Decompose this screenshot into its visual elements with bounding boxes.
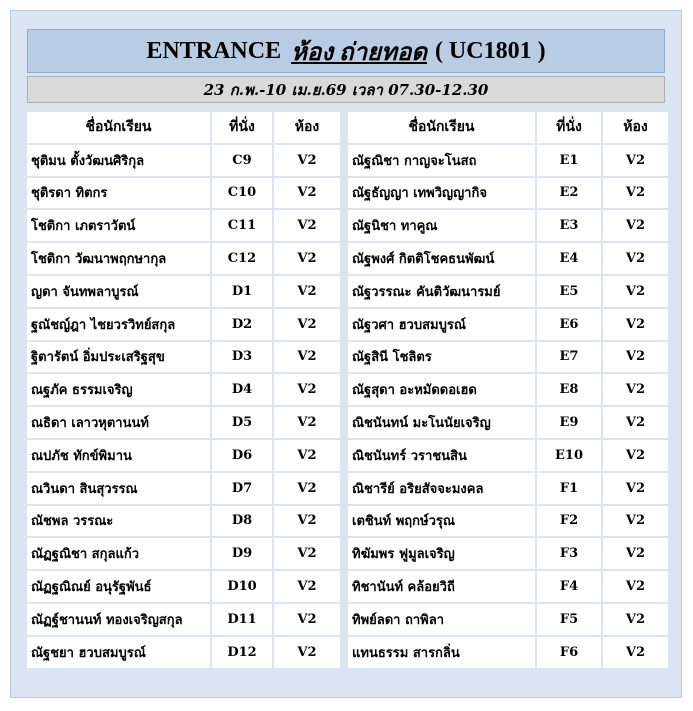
- room-code: V2: [274, 407, 340, 438]
- room-code: V2: [274, 243, 340, 274]
- room-code: V2: [603, 342, 668, 373]
- student-name: ณัฐพงศ์ กิตติโชคธนพัฒน์: [348, 243, 535, 274]
- table-row: [27, 309, 340, 340]
- room-code: V2: [274, 538, 340, 569]
- room-code: V2: [603, 243, 668, 274]
- room-code: V2: [603, 407, 668, 438]
- student-name: ฐิตารัตน์ อิ่มประเสริฐสุข: [27, 342, 210, 373]
- student-name: ณัฐณิชา กาญจะโนสถ: [348, 145, 535, 176]
- table-row: [348, 571, 668, 602]
- seat-number: E8: [537, 374, 601, 405]
- table-row: [27, 342, 340, 373]
- seat-number: F5: [537, 604, 601, 635]
- student-name: ณัฏฐณิชา สกุลแก้ว: [27, 538, 210, 569]
- student-name: ณปภัช ทักข์พิมาน: [27, 440, 210, 471]
- title-room-thai: ห้อง ถ่ายทอด: [291, 39, 427, 66]
- student-name: ณิชารีย์ อริยสัจจะมงคล: [348, 473, 535, 504]
- room-code: V2: [274, 145, 340, 176]
- student-name: แทนธรรม สารกลิ่น: [348, 637, 535, 668]
- table-row: [348, 243, 668, 274]
- student-name: ณัฐวศา ฮวบสมบูรณ์: [348, 309, 535, 340]
- student-name: ฐณัชญ์ฎา ไชยวรวิทย์สกุล: [27, 309, 210, 340]
- table-row: [348, 407, 668, 438]
- student-name: โชติกา เภตราวัตน์: [27, 210, 210, 241]
- student-name: ณฐภัค ธรรมเจริญ: [27, 374, 210, 405]
- seat-number: E5: [537, 276, 601, 307]
- table-header-row: [348, 112, 668, 143]
- table-row: [348, 342, 668, 373]
- room-code: V2: [603, 538, 668, 569]
- student-name: ณัฏฐ์ชานนท์ ทองเจริญสกุล: [27, 604, 210, 635]
- seat-number: C9: [212, 145, 272, 176]
- table-row: [348, 440, 668, 471]
- seat-number: D3: [212, 342, 272, 373]
- table-row: [348, 374, 668, 405]
- table-row: [348, 309, 668, 340]
- table-row: [27, 374, 340, 405]
- room-code: V2: [274, 276, 340, 307]
- table-row: [27, 210, 340, 241]
- room-code: V2: [274, 571, 340, 602]
- seat-number: E7: [537, 342, 601, 373]
- table-row: [348, 276, 668, 307]
- seat-number: D4: [212, 374, 272, 405]
- room-code: V2: [274, 473, 340, 504]
- seat-number: F3: [537, 538, 601, 569]
- room-code: V2: [274, 309, 340, 340]
- student-name: โชติกา วัฒนาพฤกษากุล: [27, 243, 210, 274]
- room-code: V2: [603, 473, 668, 504]
- room-code: V2: [274, 342, 340, 373]
- header-room: ห้อง: [274, 112, 340, 143]
- seat-number: C11: [212, 210, 272, 241]
- room-code: V2: [603, 506, 668, 537]
- room-code: V2: [274, 604, 340, 635]
- left-seat-table: [25, 110, 342, 670]
- room-code: V2: [274, 506, 340, 537]
- seat-number: D9: [212, 538, 272, 569]
- header-room: ห้อง: [603, 112, 668, 143]
- seat-number: D7: [212, 473, 272, 504]
- table-row: [348, 210, 668, 241]
- table-row: [27, 571, 340, 602]
- seat-number: E3: [537, 210, 601, 241]
- table-row: [348, 145, 668, 176]
- room-code: V2: [603, 374, 668, 405]
- table-row: [27, 178, 340, 209]
- seat-number: D11: [212, 604, 272, 635]
- table-row: [27, 243, 340, 274]
- table-row: [27, 538, 340, 569]
- student-name: เตชินท์ พฤกษ์วรุณ: [348, 506, 535, 537]
- student-name: ทิฆัมพร ฟูมูลเจริญ: [348, 538, 535, 569]
- student-name: ทิชานันท์ คล้อยวิถี: [348, 571, 535, 602]
- seat-number: D10: [212, 571, 272, 602]
- seat-number: F4: [537, 571, 601, 602]
- student-name: ทิพย์ลดา ถาพิลา: [348, 604, 535, 635]
- seat-number: F1: [537, 473, 601, 504]
- seat-number: D6: [212, 440, 272, 471]
- table-row: [27, 407, 340, 438]
- title-prefix: ENTRANCE: [146, 37, 282, 64]
- seat-number: E6: [537, 309, 601, 340]
- student-name: ณัฐชยา ฮวบสมบูรณ์: [27, 637, 210, 668]
- seat-number: D8: [212, 506, 272, 537]
- table-row: [27, 473, 340, 504]
- room-code: V2: [274, 374, 340, 405]
- room-code: V2: [603, 637, 668, 668]
- header-seat: ที่นั่ง: [537, 112, 601, 143]
- student-name: ณวินดา สินสุวรรณ: [27, 473, 210, 504]
- student-name: ณัฐธัญญา เทพวิญญากิจ: [348, 178, 535, 209]
- table-row: [27, 145, 340, 176]
- right-seat-table: [346, 110, 670, 670]
- student-name: ณิชนันทน์ มะโนนัยเจริญ: [348, 407, 535, 438]
- table-row: [348, 473, 668, 504]
- seat-number: E4: [537, 243, 601, 274]
- table-row: [27, 440, 340, 471]
- student-name: ณัฐวรรณะ คันติวัฒนารมย์: [348, 276, 535, 307]
- table-row: [348, 506, 668, 537]
- student-name: ณัชพล วรรณะ: [27, 506, 210, 537]
- header-name: ชื่อนักเรียน: [27, 112, 210, 143]
- seat-number: C12: [212, 243, 272, 274]
- student-name: ณิชนันทร์ วราชนสิน: [348, 440, 535, 471]
- student-name: ณัฏฐณิณย์ อนุรัฐพันธ์: [27, 571, 210, 602]
- student-name: ชุติรดา ทิตกร: [27, 178, 210, 209]
- header-seat: ที่นั่ง: [212, 112, 272, 143]
- table-row: [348, 637, 668, 668]
- student-name: ณัฐสุดา อะหมัดดอเฮด: [348, 374, 535, 405]
- schedule-subtitle: 23 ก.พ.-10 เม.ย.69 เวลา 07.30-12.30: [27, 76, 665, 103]
- seat-number: F2: [537, 506, 601, 537]
- seat-number: D2: [212, 309, 272, 340]
- table-row: [348, 604, 668, 635]
- title-code: ( UC1801 ): [434, 37, 546, 64]
- room-code: V2: [603, 145, 668, 176]
- room-code: V2: [274, 178, 340, 209]
- student-name: ณธิดา เลาวหุตานนท์: [27, 407, 210, 438]
- room-code: V2: [274, 440, 340, 471]
- room-code: V2: [603, 571, 668, 602]
- table-row: [27, 604, 340, 635]
- seat-number: F6: [537, 637, 601, 668]
- room-code: V2: [274, 210, 340, 241]
- student-name: ญดา จันทพลาบูรณ์: [27, 276, 210, 307]
- room-code: V2: [603, 309, 668, 340]
- student-name: ชุติมน ตั้งวัฒนศิริกุล: [27, 145, 210, 176]
- room-code: V2: [603, 604, 668, 635]
- table-row: [27, 637, 340, 668]
- room-code: V2: [603, 440, 668, 471]
- seat-number: D1: [212, 276, 272, 307]
- seat-number: D5: [212, 407, 272, 438]
- table-row: [27, 276, 340, 307]
- room-code: V2: [603, 210, 668, 241]
- page-title: [27, 29, 665, 73]
- seat-number: E1: [537, 145, 601, 176]
- table-row: [348, 178, 668, 209]
- table-row: [348, 538, 668, 569]
- seat-number: C10: [212, 178, 272, 209]
- seat-number: E9: [537, 407, 601, 438]
- seat-number: D12: [212, 637, 272, 668]
- table-row: [27, 506, 340, 537]
- table-header-row: [27, 112, 340, 143]
- room-code: V2: [274, 637, 340, 668]
- seat-number: E2: [537, 178, 601, 209]
- student-name: ณัฐสินี โชลิตร: [348, 342, 535, 373]
- room-code: V2: [603, 178, 668, 209]
- header-name: ชื่อนักเรียน: [348, 112, 535, 143]
- seat-number: E10: [537, 440, 601, 471]
- student-name: ณัฐนิชา ทาคูณ: [348, 210, 535, 241]
- room-code: V2: [603, 276, 668, 307]
